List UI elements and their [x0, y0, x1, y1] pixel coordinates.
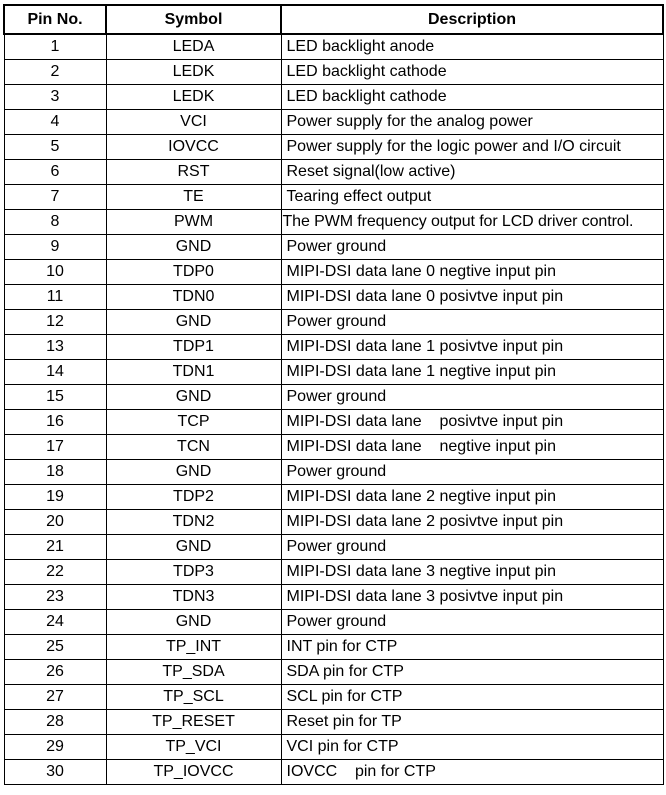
table-row: [4, 160, 663, 185]
description-cell: Power ground: [281, 235, 663, 260]
symbol-cell: TDN0: [106, 285, 281, 310]
pin-number-cell: 30: [4, 760, 106, 785]
symbol-cell: TDP1: [106, 335, 281, 360]
table-row: [4, 635, 663, 660]
symbol-cell: VCI: [106, 110, 281, 135]
symbol-cell: TP_IOVCC: [106, 760, 281, 785]
pin-definition-table: [3, 4, 664, 785]
description-cell: MIPI-DSI data lane 2 posivtve input pin: [281, 510, 663, 535]
table-row: [4, 435, 663, 460]
table-row: [4, 285, 663, 310]
symbol-cell: GND: [106, 460, 281, 485]
description-cell: Power ground: [281, 310, 663, 335]
symbol-cell: GND: [106, 535, 281, 560]
pin-number-cell: 5: [4, 135, 106, 160]
pin-number-cell: 14: [4, 360, 106, 385]
pin-number-cell: 4: [4, 110, 106, 135]
table-row: [4, 760, 663, 785]
table-row: [4, 110, 663, 135]
pin-number-cell: 12: [4, 310, 106, 335]
pin-number-cell: 9: [4, 235, 106, 260]
table-row: [4, 610, 663, 635]
pin-number-cell: 18: [4, 460, 106, 485]
pin-number-cell: 29: [4, 735, 106, 760]
description-cell: Power ground: [281, 535, 663, 560]
pin-number-cell: 11: [4, 285, 106, 310]
description-cell: Power supply for the logic power and I/O circuit: [281, 135, 663, 160]
symbol-cell: RST: [106, 160, 281, 185]
table-row: [4, 685, 663, 710]
table-row: [4, 485, 663, 510]
pin-number-cell: 25: [4, 635, 106, 660]
description-cell: Power ground: [281, 385, 663, 410]
symbol-cell: LEDK: [106, 60, 281, 85]
table-row: [4, 735, 663, 760]
table-row: [4, 235, 663, 260]
pin-number-cell: 6: [4, 160, 106, 185]
description-cell: LED backlight cathode: [281, 85, 663, 110]
pin-number-cell: 1: [4, 34, 106, 60]
description-cell: Power ground: [281, 610, 663, 635]
table-row: [4, 60, 663, 85]
pin-number-cell: 23: [4, 585, 106, 610]
description-cell: MIPI-DSI data lane 1 posivtve input pin: [281, 335, 663, 360]
description-cell: MIPI-DSI data lane negtive input pin: [281, 435, 663, 460]
table-row: [4, 310, 663, 335]
symbol-cell: TDP0: [106, 260, 281, 285]
pin-number-cell: 8: [4, 210, 106, 235]
table-row: [4, 85, 663, 110]
description-cell: IOVCC pin for CTP: [281, 760, 663, 785]
symbol-cell: IOVCC: [106, 135, 281, 160]
table-row: [4, 510, 663, 535]
pin-number-cell: 10: [4, 260, 106, 285]
symbol-cell: TP_VCI: [106, 735, 281, 760]
symbol-cell: TP_RESET: [106, 710, 281, 735]
symbol-cell: LEDA: [106, 34, 281, 60]
symbol-cell: TP_SDA: [106, 660, 281, 685]
pin-number-cell: 20: [4, 510, 106, 535]
description-cell: MIPI-DSI data lane 3 posivtve input pin: [281, 585, 663, 610]
table-row: [4, 385, 663, 410]
pin-number-cell: 26: [4, 660, 106, 685]
table-row: [4, 185, 663, 210]
symbol-cell: PWM: [106, 210, 281, 235]
pin-number-cell: 21: [4, 535, 106, 560]
header-row: [4, 5, 663, 34]
description-cell: The PWM frequency output for LCD driver control.: [281, 210, 663, 235]
table-row: [4, 660, 663, 685]
symbol-cell: GND: [106, 610, 281, 635]
symbol-cell: TDP2: [106, 485, 281, 510]
symbol-cell: TP_SCL: [106, 685, 281, 710]
description-cell: LED backlight cathode: [281, 60, 663, 85]
description-cell: VCI pin for CTP: [281, 735, 663, 760]
symbol-cell: GND: [106, 310, 281, 335]
pin-number-cell: 16: [4, 410, 106, 435]
description-cell: SDA pin for CTP: [281, 660, 663, 685]
description-cell: Reset pin for TP: [281, 710, 663, 735]
table-row: [4, 585, 663, 610]
description-cell: Reset signal(low active): [281, 160, 663, 185]
pin-number-cell: 27: [4, 685, 106, 710]
pin-number-cell: 15: [4, 385, 106, 410]
symbol-cell: TDN3: [106, 585, 281, 610]
table-row: [4, 535, 663, 560]
symbol-cell: TCN: [106, 435, 281, 460]
table-row: [4, 710, 663, 735]
description-cell: Power supply for the analog power: [281, 110, 663, 135]
pin-number-cell: 2: [4, 60, 106, 85]
description-cell: INT pin for CTP: [281, 635, 663, 660]
pin-number-cell: 13: [4, 335, 106, 360]
pin-number-cell: 3: [4, 85, 106, 110]
table-row: [4, 260, 663, 285]
symbol-cell: TCP: [106, 410, 281, 435]
pin-number-cell: 7: [4, 185, 106, 210]
table-row: [4, 34, 663, 60]
symbol-cell: LEDK: [106, 85, 281, 110]
description-cell: MIPI-DSI data lane 3 negtive input pin: [281, 560, 663, 585]
symbol-cell: GND: [106, 385, 281, 410]
symbol-cell: TDN2: [106, 510, 281, 535]
table-row: [4, 335, 663, 360]
table-row: [4, 560, 663, 585]
symbol-cell: TE: [106, 185, 281, 210]
description-cell: SCL pin for CTP: [281, 685, 663, 710]
pin-number-cell: 19: [4, 485, 106, 510]
pin-number-cell: 17: [4, 435, 106, 460]
description-cell: MIPI-DSI data lane 0 posivtve input pin: [281, 285, 663, 310]
table-row: [4, 460, 663, 485]
description-cell: MIPI-DSI data lane 2 negtive input pin: [281, 485, 663, 510]
symbol-cell: TP_INT: [106, 635, 281, 660]
pin-number-cell: 28: [4, 710, 106, 735]
header-pin-no: Pin No.: [4, 5, 106, 34]
symbol-cell: GND: [106, 235, 281, 260]
table-body: [4, 34, 663, 785]
description-cell: MIPI-DSI data lane 1 negtive input pin: [281, 360, 663, 385]
table-row: [4, 410, 663, 435]
description-cell: Power ground: [281, 460, 663, 485]
description-cell: MIPI-DSI data lane posivtve input pin: [281, 410, 663, 435]
pin-number-cell: 24: [4, 610, 106, 635]
table-row: [4, 210, 663, 235]
table-row: [4, 135, 663, 160]
description-cell: MIPI-DSI data lane 0 negtive input pin: [281, 260, 663, 285]
description-cell: Tearing effect output: [281, 185, 663, 210]
header-description: Description: [281, 5, 663, 34]
header-symbol: Symbol: [106, 5, 281, 34]
symbol-cell: TDN1: [106, 360, 281, 385]
table-row: [4, 360, 663, 385]
symbol-cell: TDP3: [106, 560, 281, 585]
description-cell: LED backlight anode: [281, 34, 663, 60]
pin-number-cell: 22: [4, 560, 106, 585]
